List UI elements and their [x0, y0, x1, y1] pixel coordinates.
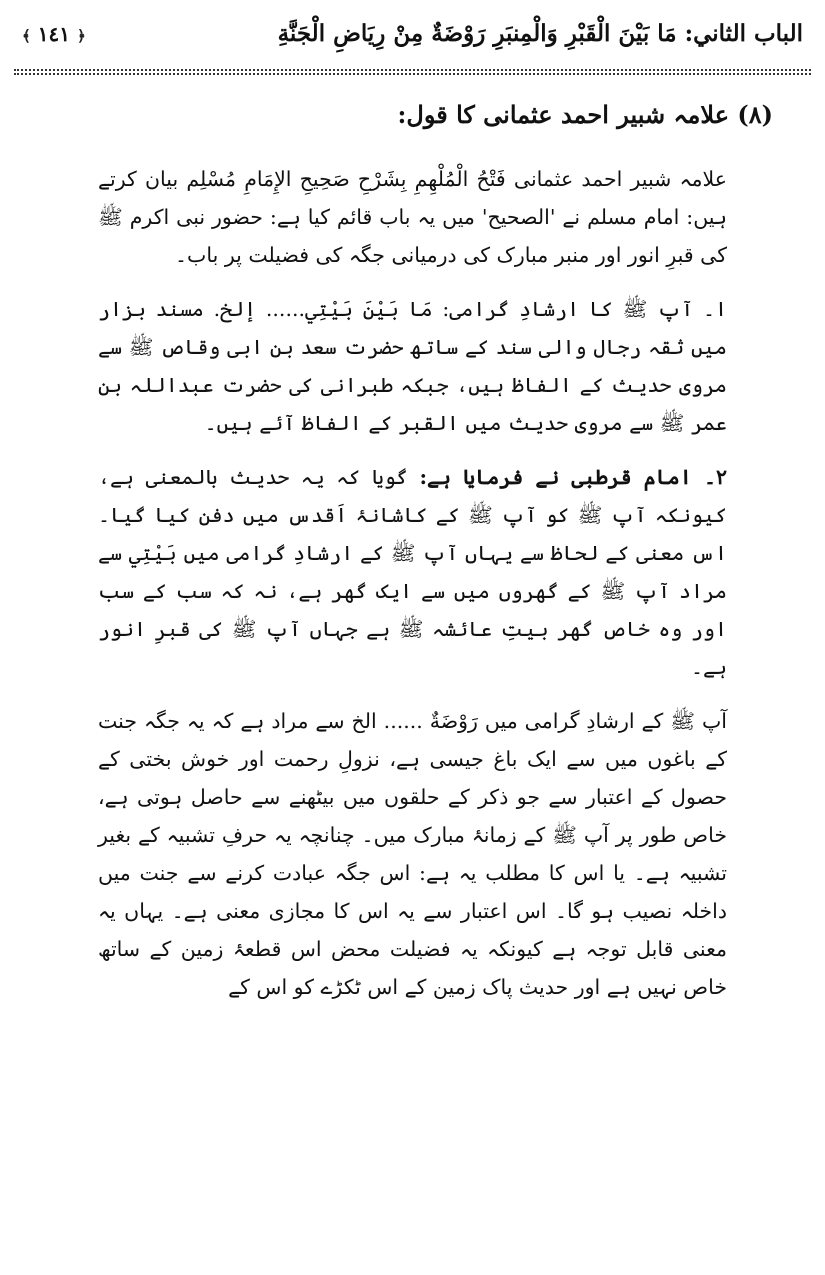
paragraph-3-text: گویا کہ یہ حدیث بالمعنی ہے، کیونکہ آپ ﷺ کو آپ ﷺ کے کاشانۂ اَقدس میں دفن کیا گیا۔ اس معنی کے لحاظ سے یہاں آپ ﷺ کے ارشادِ گرامی میں بَيْتِي سے مراد آپ ﷺ کے گھروں میں سے ایک گھر ہے، نہ کہ سب کے سب اور وہ خاص گھر بیتِ عائشہ ﷺ ہے جہاں آپ ﷺ کی قبرِ انور ہے۔ [98, 465, 727, 679]
section-heading: (۸) علامہ شبیر احمد عثمانی کا قول: [397, 100, 773, 129]
paragraph-2: ا۔ آپ ﷺ کا ارشادِ گرامی: مَا بَيْنَ بَيْتِي...... إلخ. مسند بزار میں ثقہ رجال والی سند کے ساتھ حضرت سعد بن ابی وقاص ﷺ سے مروی حدیث کے الفاظ ہیں، جبکہ طبرانی کی حضرت عبداللہ بن عمر ﷺ سے مروی حدیث میں القبر کے الفاظ آئے ہیں۔ [98, 297, 727, 435]
header-divider [14, 69, 811, 71]
paragraph-3-lead: ۲۔ امام قرطبی نے فرمایا ہے: [419, 465, 727, 489]
page-number [22, 22, 86, 46]
paragraph-3 [98, 458, 727, 686]
chapter-title: الباب الثاني: مَا بَيْنَ الْقَبْرِ وَالْمِنبَرِ رَوْضَةٌ مِنْ رِيَاضِ الْجَنَّةِ [277, 20, 803, 47]
running-header [22, 18, 803, 58]
ornament-right-icon: ﴿ [76, 27, 86, 45]
page-number-value: ١٤١ [37, 22, 70, 46]
header-divider-second [14, 73, 811, 75]
ornament-left-icon: ﴾ [22, 27, 31, 45]
paragraph-1: علامہ شبیر احمد عثمانی فَتْحُ الْمُلْهِمِ بِشَرْحِ صَحِيحِ الإِمَامِ مُسْلِم بیان کرتے ہیں: امام مسلم نے 'الصحیح' میں یہ باب قائم کیا ہے: حضور نبی اکرم ﷺ کی قبرِ انور اور منبر مبارک کی درمیانی جگہ کی فضیلت پر باب۔ [98, 167, 727, 267]
paragraph-4: آپ ﷺ کے ارشادِ گرامی میں رَوْضَةٌ ...... الخ سے مراد ہے کہ یہ جگہ جنت کے باغوں میں سے ایک باغ جیسی ہے، نزولِ رحمت اور خوش بختی کے حصول کے اعتبار سے جو ذکر کے حلقوں میں بیٹھنے سے حاصل ہوتی ہے، خاص طور پر آپ ﷺ کے زمانۂ مبارک میں۔ چنانچہ یہ حرفِ تشبیہ کے بغیر تشبیہ ہے۔ یا اس کا مطلب یہ ہے: اس جگہ عبادت کرنے سے جنت میں داخلہ نصیب ہو گا۔ اس اعتبار سے یہ اس کا مجازی معنی ہے۔ یہاں یہ معنی قابل توجہ ہے کیونکہ یہ فضیلت محض اس قطعۂ زمین کے ساتھ خاص نہیں ہے اور حدیث پاک زمین کے اس ٹکڑے کو اس کے [98, 709, 727, 999]
body-text [98, 160, 727, 1022]
